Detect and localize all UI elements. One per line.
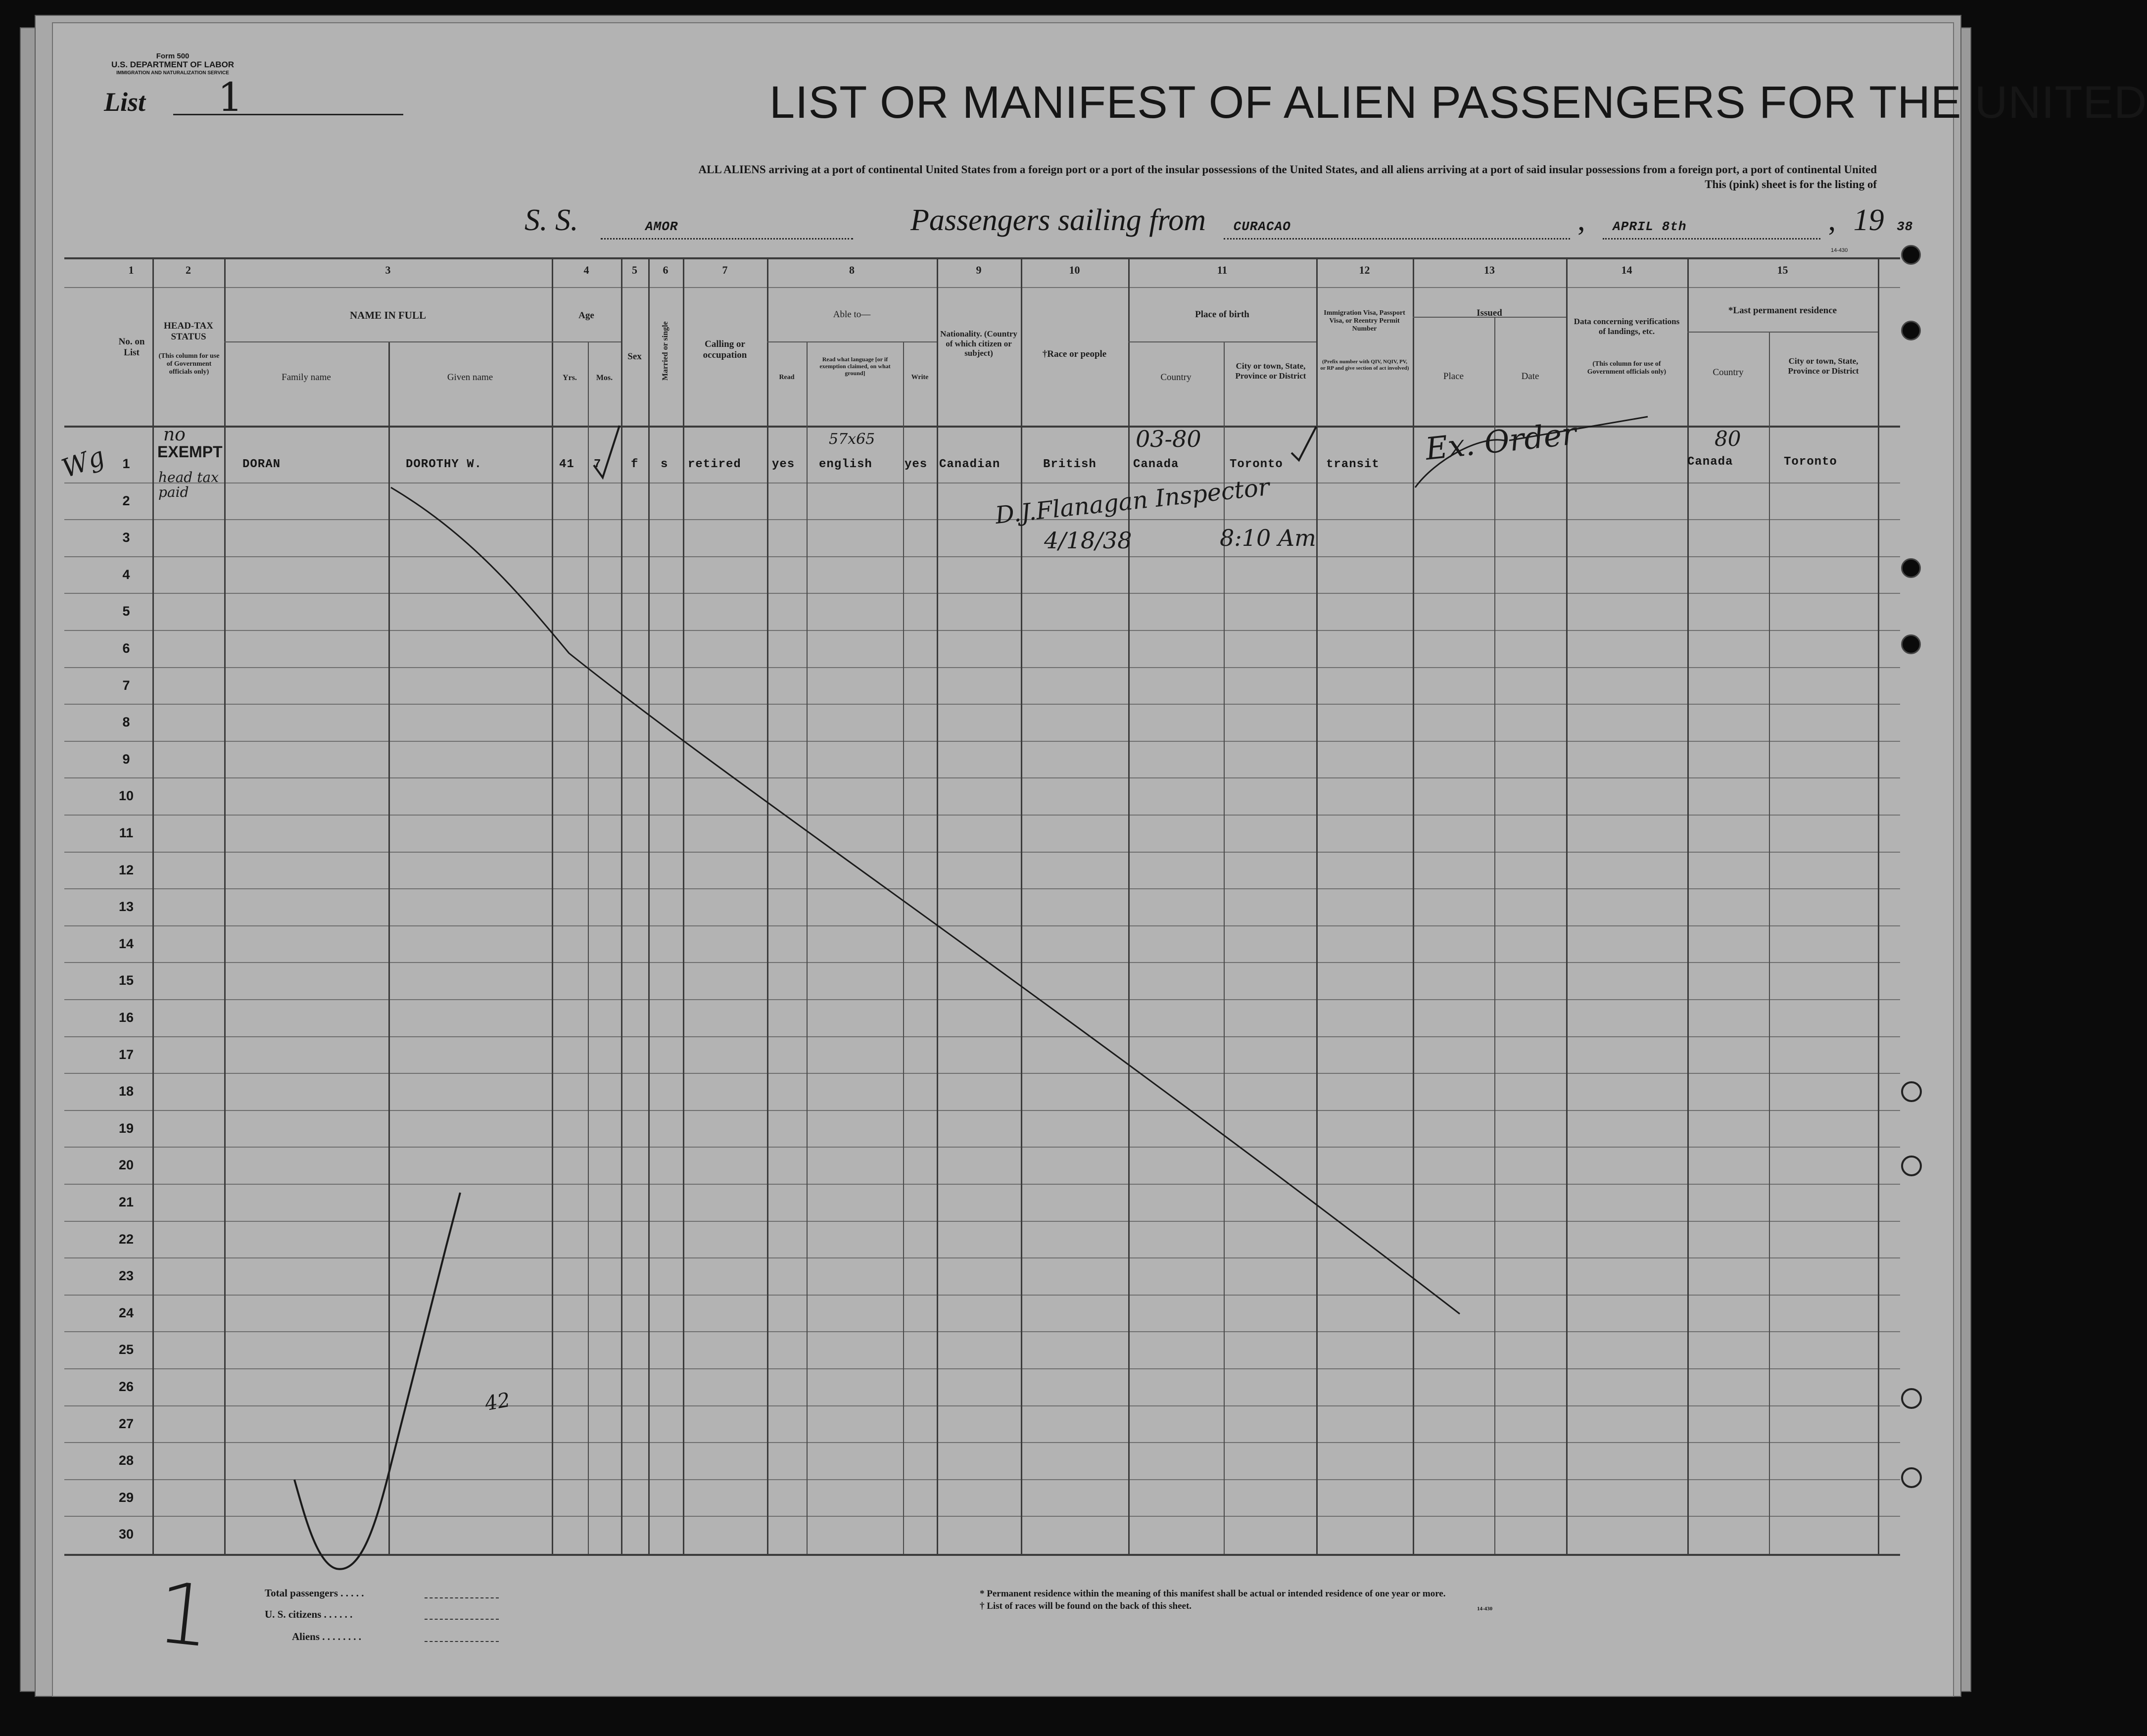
marital-cell: s — [661, 458, 668, 471]
write-cell: yes — [905, 458, 928, 471]
binding-hole — [1901, 1156, 1922, 1176]
family-name-cell: DORAN — [242, 458, 281, 471]
row-number: 25 — [118, 1342, 134, 1357]
header-name-in-full: NAME IN FULL — [349, 309, 426, 321]
row-number: 20 — [118, 1157, 134, 1172]
colnum-7: 7 — [722, 264, 728, 276]
colnum-6: 6 — [663, 264, 668, 276]
col-divider — [903, 341, 904, 1554]
sailing-port: CURACAO — [1233, 219, 1291, 234]
row-rule — [64, 667, 1900, 668]
row-rule — [64, 925, 1900, 926]
header-visa-note: (Prefix number with QIV, NQIV, PV, or RP and give section of act involved) — [1320, 359, 1409, 371]
footnote-races: † List of races will be found on the back of this sheet. — [980, 1601, 1192, 1611]
subheader-rule — [1687, 332, 1878, 333]
inspector-date: 4/18/38 — [1044, 527, 1132, 554]
list-label: List — [104, 87, 146, 117]
row-rule — [64, 1036, 1900, 1037]
colnum-2: 2 — [186, 264, 191, 276]
form-code: 14-430 — [1831, 247, 1848, 253]
col-divider — [648, 257, 650, 1554]
row-rule — [64, 1331, 1900, 1332]
col-divider — [1128, 257, 1130, 1554]
colnum-14: 14 — [1621, 264, 1632, 276]
colnum-9: 9 — [976, 264, 982, 276]
header-married: Married or single — [661, 321, 669, 381]
ship-line — [525, 203, 853, 240]
birth-city-cell: Toronto — [1230, 458, 1283, 471]
row-number: 10 — [118, 788, 134, 803]
header-issued: Issued — [1477, 308, 1502, 318]
binding-hole — [1901, 1467, 1922, 1488]
row-number: 8 — [122, 715, 130, 729]
row-rule — [64, 962, 1900, 963]
row-rule — [64, 741, 1900, 742]
binding-hole — [1901, 558, 1921, 578]
header-able-to: Able to— — [833, 309, 871, 320]
department: U.S. DEPARTMENT OF LABOR — [111, 60, 235, 69]
subtitle-line1: ALL ALIENS arriving at a port of continental United States from a foreign port or a port of the insular possessions of the United States, and all aliens arriving at a port of said insular possessions from a foreign port, a port of continental United — [698, 163, 1877, 176]
col-divider — [683, 257, 684, 1554]
header-head-tax-note: (This column for use of Government officials only) — [158, 352, 220, 376]
header-no-on-list: No. on List — [118, 337, 145, 358]
colnum-13: 13 — [1484, 264, 1495, 276]
issued-note: Ex. Order — [1424, 415, 1578, 467]
colnum-divider — [64, 287, 1900, 288]
sheet-tally: 42 — [483, 1388, 512, 1416]
binding-hole — [1901, 245, 1921, 265]
binding-hole — [1901, 634, 1921, 654]
row-rule — [64, 777, 1900, 778]
row-number: 15 — [118, 973, 134, 988]
row-rule — [64, 1405, 1900, 1406]
header-race: †Race or people — [1042, 349, 1107, 359]
row-number: 12 — [118, 863, 134, 877]
col-divider — [937, 257, 938, 1554]
col-divider — [1494, 317, 1495, 1554]
row-number: 1 — [122, 456, 130, 471]
subheader-rule — [1128, 341, 1316, 342]
list-total: 1 — [152, 1563, 216, 1667]
margin-mark: Wg — [58, 441, 109, 484]
list-underline — [173, 114, 403, 115]
row-number: 2 — [122, 493, 130, 508]
head-tax-exempt: EXEMPT — [157, 443, 223, 461]
header-family-name: Family name — [282, 372, 331, 383]
row-rule — [64, 1368, 1900, 1369]
given-name-cell: DOROTHY W. — [406, 458, 482, 471]
row-number: 21 — [118, 1195, 134, 1209]
lr-city-cell: Toronto — [1784, 455, 1837, 469]
form-header — [111, 52, 234, 77]
lr-country-cell: Canada — [1687, 455, 1733, 469]
row-number: 6 — [122, 641, 130, 656]
row-rule — [64, 630, 1900, 631]
age-months-cell: 7 — [594, 458, 602, 471]
page-title: LIST OR MANIFEST OF ALIEN PASSENGERS FOR THE UNITED — [769, 77, 2147, 128]
row-number: 7 — [122, 678, 130, 693]
colnum-5: 5 — [632, 264, 637, 276]
birth-code: 03-80 — [1136, 426, 1201, 452]
row-rule — [64, 815, 1900, 816]
language-cell: english — [819, 458, 872, 471]
row-rule — [64, 1516, 1900, 1517]
colnum-1: 1 — [128, 264, 134, 276]
header-data-note: (This column for use of Government officials only) — [1587, 360, 1667, 376]
header-place: Place — [1443, 371, 1464, 382]
row-number: 27 — [118, 1416, 134, 1431]
header-last-residence: *Last permanent residence — [1728, 305, 1837, 316]
binding-hole — [1901, 1388, 1922, 1409]
footer-code: 14-430 — [1477, 1606, 1493, 1612]
table-bottom-border — [64, 1554, 1900, 1556]
header-read-language: Read what language [or if exemption claimed, on what ground] — [819, 356, 891, 377]
age-years-cell: 41 — [559, 458, 574, 471]
us-citizens-label: U. S. citizens . . . . . . — [265, 1608, 353, 1620]
row-rule — [64, 482, 1900, 483]
visa-cell: transit — [1326, 458, 1380, 471]
header-nationality: Nationality. (Country of which citizen or subject) — [940, 329, 1017, 358]
row-number: 5 — [122, 604, 130, 619]
row-number: 28 — [118, 1453, 134, 1468]
header-lr-city: City or town, State, Province or District — [1788, 356, 1859, 376]
row-rule — [64, 593, 1900, 594]
col-divider — [552, 257, 553, 1554]
race-cell: British — [1043, 458, 1097, 471]
row-number: 24 — [118, 1305, 134, 1320]
table-top-border — [64, 257, 1900, 259]
ship-name: AMOR — [645, 219, 678, 234]
col-divider — [588, 341, 589, 1554]
col-divider — [767, 257, 768, 1554]
binding-hole — [1901, 1081, 1922, 1102]
row-number: 22 — [118, 1232, 134, 1247]
header-bottom-border — [64, 426, 1900, 428]
subheader-rule — [767, 341, 937, 342]
col-divider — [1224, 341, 1225, 1554]
col-divider — [1316, 257, 1318, 1554]
row-number: 13 — [118, 899, 134, 914]
header-sex: Sex — [627, 351, 642, 362]
header-date: Date — [1521, 371, 1539, 382]
header-write: Write — [911, 374, 929, 381]
sailing-label: Passengers sailing from — [910, 203, 1206, 237]
service: IMMIGRATION AND NATURALIZATION SERVICE — [116, 70, 229, 76]
header-lr-country: Country — [1713, 367, 1744, 378]
colnum-11: 11 — [1217, 264, 1228, 276]
occupation-cell: retired — [688, 458, 741, 471]
row-number: 23 — [118, 1268, 134, 1283]
row-rule — [64, 1110, 1900, 1111]
col-divider — [1021, 257, 1022, 1554]
language-code: 57x65 — [829, 431, 875, 448]
form-number: Form 500 — [156, 52, 190, 60]
row-number: 29 — [118, 1490, 134, 1505]
row-number: 9 — [122, 752, 130, 767]
colnum-15: 15 — [1777, 264, 1788, 276]
colnum-3: 3 — [385, 264, 391, 276]
year-suffix: 38 — [1897, 219, 1913, 234]
nationality-cell: Canadian — [939, 458, 1001, 471]
aliens-label: Aliens . . . . . . . . — [292, 1631, 362, 1642]
colnum-12: 12 — [1359, 264, 1370, 276]
inspector-signature: D.J.Flanagan Inspector — [994, 473, 1271, 530]
us-citizens-line — [425, 1619, 499, 1620]
sex-cell: f — [631, 458, 639, 471]
head-tax-no: no — [163, 425, 186, 445]
header-data-concerning: Data concerning verifications of landings, etc. — [1574, 317, 1680, 336]
col-divider — [1769, 332, 1770, 1554]
year-prefix: 19 — [1853, 203, 1884, 237]
total-passengers-line — [425, 1597, 499, 1598]
col-divider — [807, 341, 808, 1554]
header-calling: Calling or occupation — [703, 339, 747, 360]
header-given-name: Given name — [447, 372, 493, 383]
ss-label: S. S. — [525, 203, 578, 237]
header-mos: Mos. — [596, 374, 613, 382]
aliens-line — [425, 1641, 499, 1642]
header-place-of-birth: Place of birth — [1195, 309, 1249, 320]
header-birth-country: Country — [1160, 372, 1192, 383]
row-number: 18 — [118, 1084, 134, 1099]
sailing-date: APRIL 8th — [1613, 219, 1687, 234]
footnote-residence: * Permanent residence within the meaning of this manifest shall be actual or intended residence of one year or more. — [980, 1589, 1446, 1599]
row-rule — [64, 852, 1900, 853]
col-divider — [1878, 257, 1879, 1554]
row-number: 26 — [118, 1379, 134, 1394]
row-rule — [64, 888, 1900, 889]
subheader-rule — [552, 341, 621, 342]
subtitle-line2: This (pink) sheet is for the listing of — [1705, 178, 1877, 191]
col-divider — [388, 341, 390, 1554]
row-rule — [64, 556, 1900, 557]
header-age: Age — [578, 310, 594, 321]
row-rule — [64, 1184, 1900, 1185]
header-read: Read — [779, 374, 795, 381]
row-rule — [64, 519, 1900, 520]
row-number: 3 — [122, 530, 130, 545]
total-passengers-label: Total passengers . . . . . — [265, 1587, 364, 1599]
row-number: 17 — [118, 1047, 134, 1062]
binding-hole — [1901, 321, 1921, 340]
row-rule — [64, 1442, 1900, 1443]
row-number: 4 — [122, 567, 130, 582]
col-divider — [224, 257, 226, 1554]
header-head-tax: HEAD-TAX STATUS — [164, 321, 213, 342]
row-number: 11 — [119, 825, 134, 840]
colnum-10: 10 — [1069, 264, 1080, 276]
row-number: 30 — [118, 1527, 134, 1542]
row-rule — [64, 1479, 1900, 1480]
row-number: 16 — [118, 1010, 134, 1025]
row-number: 19 — [118, 1121, 134, 1136]
subheader-rule — [224, 341, 552, 342]
colnum-8: 8 — [849, 264, 855, 276]
row-rule — [64, 999, 1900, 1000]
read-cell: yes — [772, 458, 795, 471]
sailing-line: Passengers sailing from CURACAO , APRIL 8th , 19 38 — [910, 203, 1913, 240]
inspector-time: 8:10 Am — [1220, 525, 1316, 551]
row-rule — [64, 1147, 1900, 1148]
row-rule — [64, 1221, 1900, 1222]
header-yrs: Yrs. — [563, 374, 577, 382]
header-visa: Immigration Visa, Passport Visa, or Reentry Permit Number — [1324, 309, 1405, 333]
head-tax-paid: head tax paid — [158, 469, 219, 500]
row-rule — [64, 1295, 1900, 1296]
row-number: 14 — [118, 936, 134, 951]
row-rule — [64, 704, 1900, 705]
row-rule — [64, 1257, 1900, 1258]
colnum-4: 4 — [583, 264, 589, 276]
col-divider — [621, 257, 622, 1554]
list-number: 1 — [218, 74, 243, 120]
col-divider — [152, 257, 154, 1554]
header-birth-city: City or town, State, Province or District — [1235, 361, 1306, 381]
birth-country-cell: Canada — [1133, 458, 1179, 471]
col-divider — [1413, 257, 1414, 1554]
col-divider — [1687, 257, 1689, 1554]
row-rule — [64, 1073, 1900, 1074]
lr-code: 80 — [1715, 427, 1741, 451]
